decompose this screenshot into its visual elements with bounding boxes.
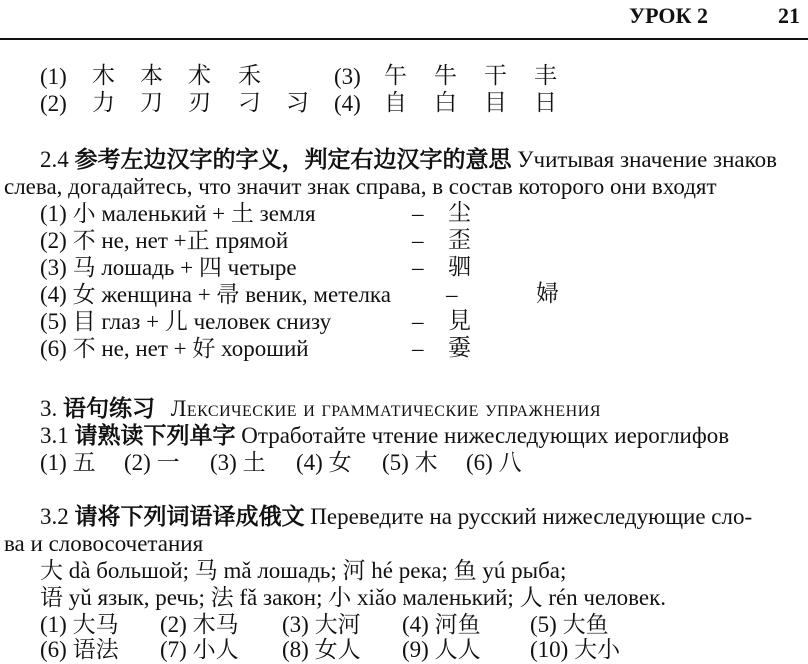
- vocabulary-line: 大 dà большой; 马 mǎ лошадь; 河 hé река; 鱼 yú рыба;: [40, 558, 567, 583]
- list-item: (2) 木马: [160, 612, 239, 637]
- list-item: (1) 大马: [40, 612, 119, 637]
- exercise-heading: [40, 422, 729, 450]
- char-cell: 目: [484, 90, 507, 116]
- result-char: 歪: [448, 227, 471, 253]
- char-cell: 力: [92, 90, 115, 116]
- char-cell: 木: [92, 63, 115, 89]
- row-1a-number: (1): [40, 64, 67, 89]
- result-char: 嫑: [448, 335, 471, 361]
- exercise-heading: [40, 503, 752, 531]
- list-item: (2) 一: [124, 450, 180, 475]
- dash: –: [446, 282, 458, 307]
- exercise-title-ru: Отработайте чтение нижеследующих иероглифов: [241, 423, 730, 448]
- list-item: (4) 女: [296, 450, 352, 475]
- exercise-title-cn: 参考左边汉字的字义，判定右边汉字的意思: [74, 147, 512, 173]
- section-title-ru: Лексические и грамматические упражнения: [170, 396, 601, 421]
- char-cell: 牛: [434, 63, 457, 89]
- list-item: (6) 八: [466, 450, 522, 475]
- char-cell: 丰: [534, 63, 557, 89]
- lesson-title: УРОК 2: [628, 3, 708, 28]
- result-char: 驷: [448, 254, 471, 280]
- char-cell: 术: [188, 63, 211, 89]
- list-item: (5) 木: [382, 450, 438, 475]
- row-2a-number: (2): [40, 91, 67, 116]
- list-item: (3) 土: [210, 450, 266, 475]
- list-item: (5) 大鱼: [530, 612, 609, 637]
- char-cell: 本: [140, 63, 163, 89]
- list-item: (3) 马 лошадь + 四 четыре: [40, 255, 297, 281]
- dash: –: [412, 201, 424, 226]
- dash: –: [412, 255, 424, 280]
- char-cell: 自: [384, 90, 407, 116]
- char-cell: 刀: [140, 90, 163, 116]
- exercise-title-continued: ва и словосочетания: [4, 531, 204, 556]
- result-char: 尘: [448, 200, 471, 226]
- dash: –: [412, 309, 424, 334]
- char-cell: 习: [286, 90, 309, 116]
- exercise-heading: [40, 146, 777, 174]
- list-item: (1) 五: [40, 450, 96, 475]
- vocabulary-line: 语 yǔ язык, речь; 法 fǎ закон; 小 xiǎo маленький; 人 rén человек.: [40, 585, 667, 610]
- list-item: (7) 小人: [160, 637, 239, 662]
- page-number: 21: [778, 3, 800, 28]
- dash: –: [412, 336, 424, 361]
- char-cell: 白: [434, 90, 457, 116]
- list-item: (3) 大河: [282, 612, 361, 637]
- list-item: (4) 女 женщина + 帚 веник, метелка: [40, 282, 391, 308]
- char-cell: 干: [484, 63, 507, 89]
- exercise-title-ru: Переведите на русский нижеследующие сло-: [310, 504, 753, 529]
- exercise-number: 2.4: [40, 147, 69, 172]
- result-char: 見: [448, 308, 471, 334]
- list-item: (5) 目 глаз + 儿 человек снизу: [40, 309, 332, 335]
- exercise-title-cn: 请熟读下列单字: [74, 423, 236, 449]
- list-item: (2) 不 не, нет +正 прямой: [40, 228, 289, 254]
- header-rule: [0, 38, 808, 40]
- char-cell: 禾: [238, 63, 261, 89]
- char-cell: 刁: [238, 90, 261, 116]
- list-item: (4) 河鱼: [402, 612, 481, 637]
- dash: –: [412, 228, 424, 253]
- list-item: (1) 小 маленький + 土 земля: [40, 201, 316, 227]
- exercise-number: 3.2: [40, 504, 69, 529]
- section-title-cn: 语句练习: [63, 396, 155, 422]
- exercise-number: 3.1: [40, 423, 69, 448]
- char-cell: 刃: [188, 90, 211, 116]
- row-1b-number: (3): [334, 64, 361, 89]
- list-item: (10) 大小: [530, 637, 621, 662]
- exercise-title-ru: Учитывая значение знаков: [517, 147, 778, 172]
- page-header: [0, 0, 808, 38]
- list-item: (9) 人人: [402, 637, 481, 662]
- list-item: (8) 女人: [282, 637, 361, 662]
- list-item: (6) 语法: [40, 637, 119, 662]
- char-cell: 日: [534, 90, 557, 116]
- list-item: (6) 不 не, нет + 好 хороший: [40, 336, 309, 362]
- exercise-title-cn: 请将下列词语译成俄文: [74, 504, 305, 530]
- section-heading: [40, 395, 601, 423]
- exercise-instructions: слева, догадайтесь, что значит знак справа, в состав которого они входят: [4, 174, 717, 199]
- result-char: 婦: [536, 281, 559, 307]
- row-2b-number: (4): [334, 91, 361, 116]
- section-number: 3.: [40, 396, 58, 421]
- char-cell: 午: [384, 63, 407, 89]
